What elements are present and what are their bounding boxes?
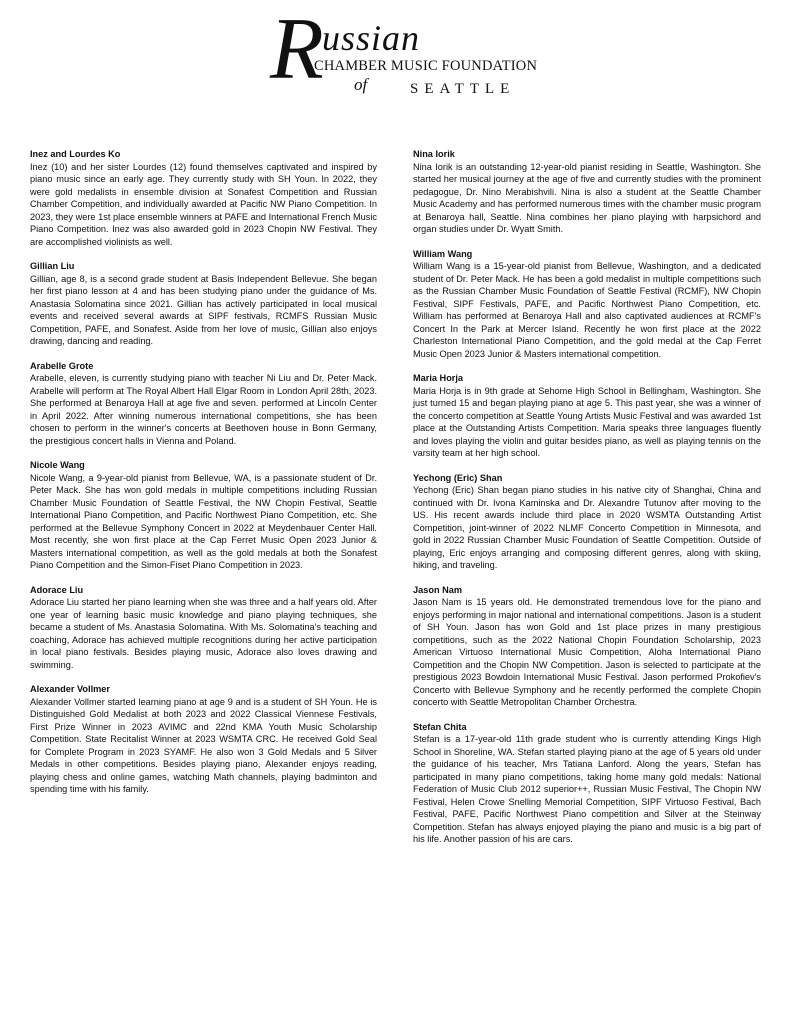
bio-name: Adorace Liu: [30, 584, 84, 595]
bio-name: Alexander Vollmer: [30, 684, 110, 694]
bio-yechong-eric-shan: [413, 472, 761, 572]
bio-name: William Wang: [413, 248, 473, 259]
bio-maria-horja: [413, 372, 761, 460]
bio-name: Yechong (Eric) Shan: [413, 472, 503, 483]
logo-initial: R: [270, 1, 324, 98]
bio-name: Inez and Lourdes Ko: [30, 149, 121, 159]
bio-text: Gillian, age 8, is a second grade student at Basis Independent Bellevue. She began her first piano lesson at 4 and has been studying piano under the guidance of Ms. Anastasia Solomatina since 2021. Gillian has actively participated in local musical events and received several awards at SIPF festivals, RCMFS Russian Music Competition, PAFE, and Sonafest. Aside from her love of music, Gillian also enjoys drawing, dancing and reading.: [30, 273, 377, 346]
bio-text: William Wang is a 15-year-old pianist from Bellevue, Washington, and a dedicated student of Dr. Peter Mack. He has been a gold medalist in multiple competitions such as the Russian Chamber Music Foundation of Seattle Festival (RCMF), NW Chopin Festival, SIPF Festivals, PAFE, and Pacific Northwest Piano Competition, etc. William has performed at Benaroya Hall and also captivated audiences at RCMF's Concert In the Park at Mercer Island. Recently he won first place at the 2022 Charleston International Piano Competition, and the gold medal at the Cap Ferret Music Open 2023 Junior & Masters international competition.: [413, 261, 761, 359]
bio-text: Nina Iorik is an outstanding 12-year-old pianist residing in Seattle, Washington. She started her musical journey at the age of five and currently studies with the prominent pedagogue, Dr. Nino Merabishvili. Nina is also a student at the Seattle Chamber Music Academy and has performed numerous times with the chamber music program at Benaroya hall, Seattle. Nina combines her piano playing with harpsichord and organ studies under Dr. Wyatt Smith.: [413, 161, 761, 234]
bio-nicole-wang: [30, 459, 377, 572]
bio-text: Maria Horja is in 9th grade at Sehome High School in Bellingham, Washington. She just turned 15 and began playing piano at age 5. This past year, she was a winner of the concerto competition at Seattle Young Artists Music Festival and was awarded 1st place at the Outstanding Artists Competition. Maria speaks three languages fluently and loves playing the violin and guitar besides piano, as well as playing tennis on the varsity team at her high school.: [413, 385, 761, 458]
left-column: [30, 148, 377, 808]
bio-name: Gillian Liu: [30, 261, 75, 271]
right-column: [413, 148, 761, 858]
bio-name: Maria Horja: [413, 373, 464, 383]
bio-william-wang: [413, 248, 761, 361]
bio-gillian-liu: [30, 260, 377, 348]
foundation-logo: [270, 1, 540, 106]
bio-text: Inez (10) and her sister Lourdes (12) found themselves captivated and inspired by piano music since an early age. They currently study with SH Youn. In 2022, they were gold medalists in ensemble division at Sonafest Competition and Russian Chamber Competition, and individually awarded at Pacific NW Piano Competition. In 2023, they were 1st place ensemble winners at PAFE and International French Music Piano Competition. Inez was also awarded gold in 2023 Chopin NW Festival. They are accomplished violinists as well.: [30, 161, 377, 247]
logo-line-seattle: SEATTLE: [410, 81, 516, 97]
bio-stefan-chita: [413, 721, 761, 846]
bio-text: Stefan is a 17-year-old 11th grade student who is currently attending Kings High School in Shoreline, WA. Stefan started playing piano at the age of 5 years old under the guidance of his teacher, Mrs Tatiana Lanford. Along the years, Stefan has participated in many piano competitions, taking home many gold medals: National Federation of Music Club 2012 superior++, Russian Music Festival, The Chopin NW Festival, Helen Crowe Snelling Memorial Competition, SIPF Virtuoso Festival, Bach Festival, PAFE, Pacific Northwest Piano competition and Silver at the Steinway Competition. Stefan has always enjoyed playing the piano and music is a big part of his life. Another passion of his are cars.: [413, 734, 761, 844]
bio-alexander-vollmer: [30, 683, 377, 796]
bio-text: Yechong (Eric) Shan began piano studies in his native city of Shanghai, China and continued with Dr. Ivona Kaminska and Dr. Alexandre Tutunov after moving to the US. His recent awards include third place in 2020 WSMTA Outstanding Artist Competition, joint-winner of 2022 NLMF Concerto Competition in Minnesota, and gold in 2022 Russian Chamber Music Foundation of Seattle Competition. Outside of playing, Eric enjoys arranging and composing different genres, along with skiing, hiking, and traveling.: [413, 485, 761, 570]
bio-text: Adorace Liu started her piano learning when she was three and a half years old. After one year of learning basic music knowledge and piano playing techniques, she became a student of Ms. Anastasia Solomatina. With Ms. Solomatina's teaching and coaching, Adorace has achieved multiple recognitions during her active participation in local piano festivals. Besides playing music, Adorace also loves drawing and swimming.: [30, 597, 377, 670]
logo-of: of: [354, 75, 368, 94]
bio-adorace-liu: [30, 584, 377, 672]
bio-name: Jason Nam: [413, 584, 463, 595]
bio-name: Nina Iorik: [413, 149, 455, 159]
bio-nina-iorik: [413, 148, 761, 236]
logo-line-chamber-music: CHAMBER MUSIC FOUNDATION: [314, 58, 538, 74]
bio-text: Jason Nam is 15 years old. He demonstrated tremendous love for the piano and enjoys performing in major national and international competitions. Jason is a student of SH Youn. Jason has won Gold and 1st place prizes in many prestigious competitions, such as the 2022 National Chopin Foundation Scholarship, 2023 American Virtuoso International Music Competition, Aloha International Piano Competition and the Chopin NW Competition. Jason is selected to participate at the prestigious 2023 Bowdoin International Music Festival. Jason performed Prokofiev's Concerto with Bellevue Symphony and he recently performed the complete Chopin concerto with Seattle Metropolitan Chamber Orchestra.: [413, 597, 761, 707]
bio-name: Nicole Wang: [30, 460, 85, 470]
bio-arabelle-grote: [30, 360, 377, 448]
logo-script-word: ussian: [322, 18, 421, 58]
bio-name: Stefan Chita: [413, 721, 467, 732]
bio-inez-lourdes-ko: [30, 148, 377, 248]
bio-name: Arabelle Grote: [30, 360, 94, 371]
bio-text: Nicole Wang, a 9-year-old pianist from Bellevue, WA, is a passionate student of Dr. Peter Mack. She has won gold medals in multiple competitions including Russian Chamber Music Foundation of Seattle Festival, the NW Chopin Festival, Seattle International Piano Competition, and Pacific Northwest Piano Competition, etc. She performed at the Bellevue Symphony Concert in 2022 at Meydenbauer Center Hall. Most recently, she won first place at the Cap Ferret Music Open 2023 Junior & Masters international competition, as well as the gold medals at both the Sonafest Piano Competition and the Simon-Fiset Piano Competition in 2023.: [30, 472, 377, 570]
bio-text: Alexander Vollmer started learning piano at age 9 and is a student of SH Youn. He is Distinguished Gold Medalist at both 2023 and 2022 Classical Viennese Festivals, First Prize Winner in 2023 AVIMC and 22nd KMA Youth Music Scholarship Competition. State Recitalist Winner at 2023 WSMTA CRC. He received Gold Seal for Complete Program in 2023 SYAMF. He also won 3 Gold Medals and 5 Silver Medals in other competitions. Besides playing piano, Alexander enjoys reading, playing chess and online games, watching Math channels, playing badminton and spending time with his family.: [30, 696, 377, 794]
bio-jason-nam: [413, 584, 761, 709]
bio-text: Arabelle, eleven, is currently studying piano with teacher Ni Liu and Dr. Peter Mack. Arabelle will perform at The Royal Albert Hall Elgar Room in London April 28th, 2023. She performed at Benaroya Hall at age five and seven. performed at Lincoln Center in April 2022. After winning numerous international competitions, she has been chosen to perform in the winner's concerts at Beethoven house in Bonn Germany, the prestigious concert halls in Vienna and Poland.: [30, 373, 377, 446]
